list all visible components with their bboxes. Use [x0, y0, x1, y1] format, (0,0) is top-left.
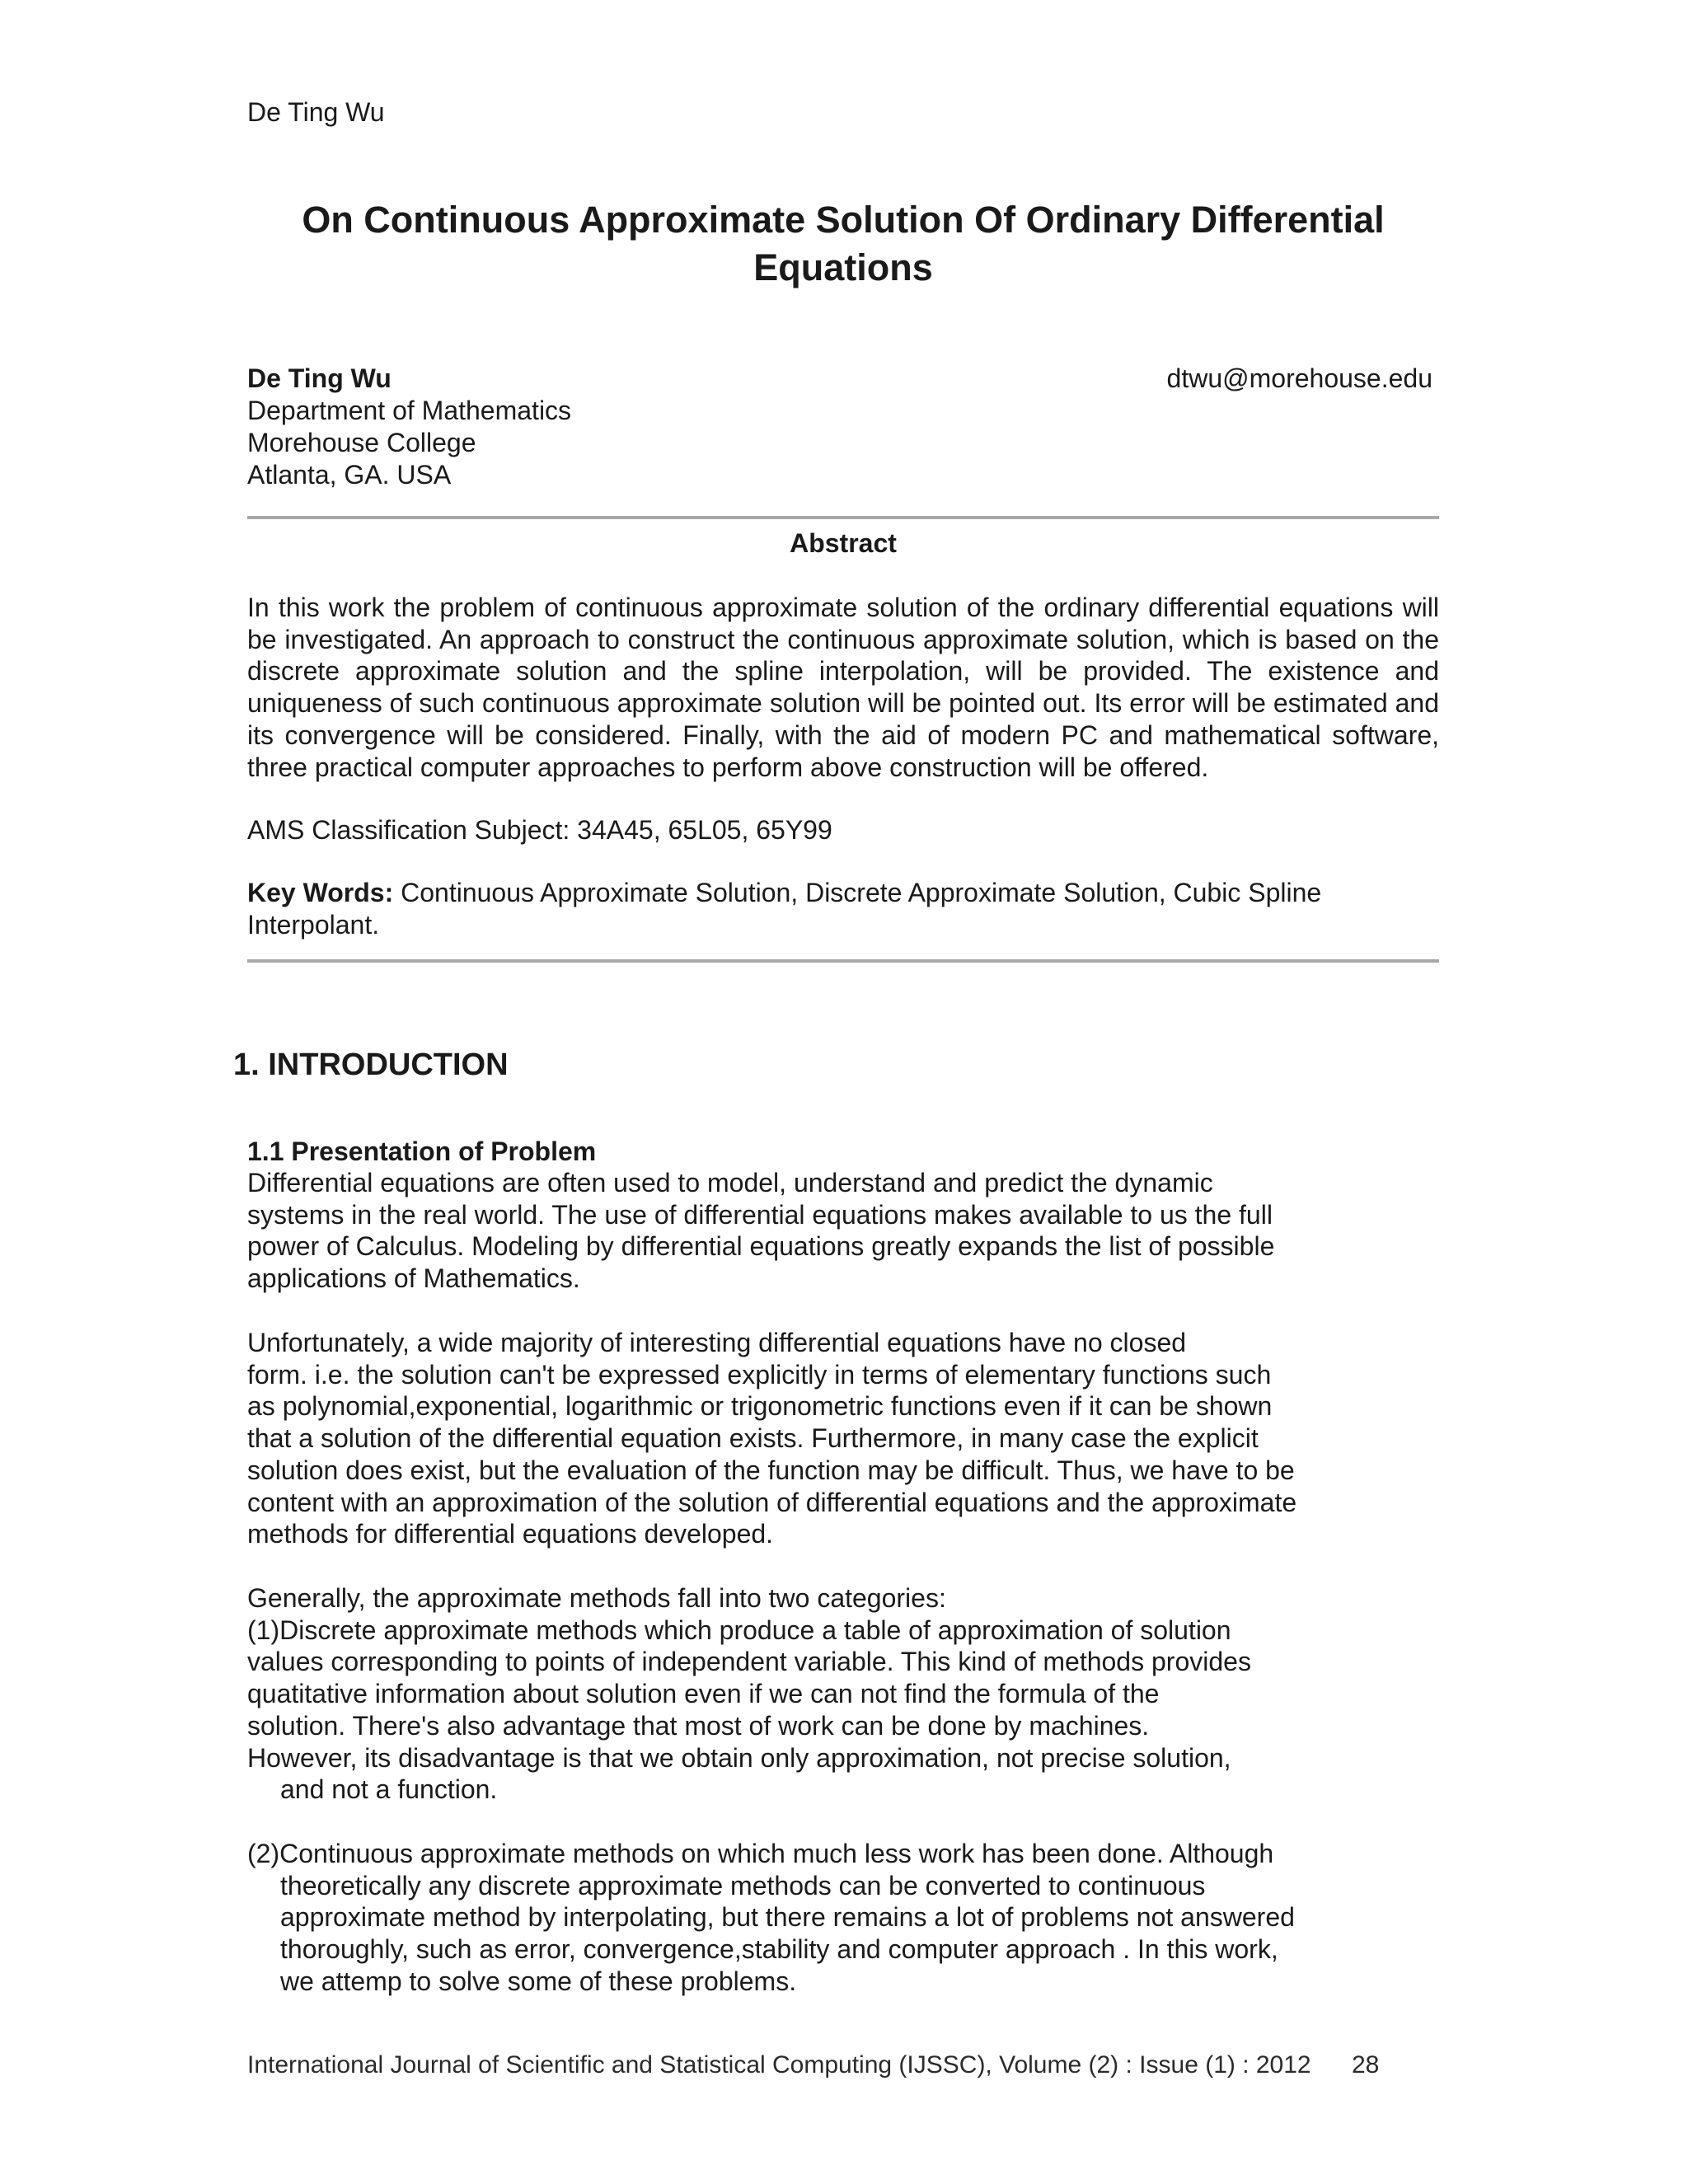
intro-paragraph-2: [247, 1327, 1401, 1550]
author-department: Department of Mathematics: [247, 396, 572, 425]
abstract-heading: Abstract: [790, 528, 897, 558]
author-name: De Ting Wu: [247, 363, 392, 393]
paragraph-text: Unfortunately, a wide majority of interesting differential equations have no closed form. i.e. the solution can't be expressed explicitly in terms of elementary functions such as polynomial,exponential, logarithmic or trigonometric functions even if it can be shown that a solution of the differential equation exists. Furthermore, in many case the explicit solution does exist, but the evaluation of the function may be difficult. Thus, we have to be content with an approximation of the solution of differential equations and the approximate methods for differential equations developed.: [247, 1328, 1297, 1549]
abstract-bottom-rule: [247, 959, 1439, 963]
paragraph-text: Differential equations are often used to model, understand and predict the dynamic systems in the real world. The use of differential equations makes available to us the full power of Calculus. Modeling by differential equations greatly expands the list of possible applications of Mathematics.: [247, 1168, 1275, 1294]
page-number: 28: [1352, 2051, 1380, 2079]
author-location: Atlanta, GA. USA: [247, 460, 452, 490]
title-line-1: On Continuous Approximate Solution Of Ordinary Differential: [302, 199, 1385, 241]
paragraph-tail: and not a function.: [280, 1774, 498, 1805]
abstract-top-rule: [247, 516, 1439, 519]
keywords: [247, 877, 1439, 940]
intro-paragraph-1: [247, 1167, 1401, 1295]
author-block: [247, 363, 571, 491]
abstract-body: [247, 592, 1439, 783]
title-line-2: Equations: [753, 246, 933, 288]
journal-footer: International Journal of Scientific and Statistical Computing (IJSSC), Volume (2) : Issue (1) : 2012: [247, 2051, 1311, 2079]
author-email: dtwu@morehouse.edu: [1166, 363, 1432, 393]
intro-paragraph-4: [247, 1838, 1401, 1998]
keywords-text: Continuous Approximate Solution, Discrete Approximate Solution, Cubic Spline Interpolant.: [247, 878, 1322, 940]
paragraph-text: Generally, the approximate methods fall into two categories: (1)Discrete approximate methods which produce a table of approximation of solution values corresponding to points of independent variable. This kind of methods provides quatitative information about solution even if we can not find the formula of the solution. There's also advantage that most of work can be done by machines. However, its disadvantage is that we obtain only approximation, not precise solution,: [247, 1583, 1251, 1773]
intro-paragraph-3: [247, 1582, 1401, 1806]
keywords-label: Key Words:: [247, 878, 394, 907]
author-college: Morehouse College: [247, 428, 476, 457]
subsection-heading: 1.1 Presentation of Problem: [247, 1137, 597, 1166]
section-heading: 1. INTRODUCTION: [233, 1047, 509, 1082]
abstract-text: In this work the problem of continuous approximate solution of the ordinary differential equations will be investigated. An approach to construct the continuous approximate solution, which is based on the discrete approximate solution and the spline interpolation, will be provided. The existence and uniqueness of such continuous approximate solution will be pointed out. Its error will be estimated and its convergence will be considered. Finally, with the aid of modern PC and mathematical software, three practical computer approaches to perform above construction will be offered.: [247, 593, 1439, 782]
paragraph-text: (2)Continuous approximate methods on which much less work has been done. Although theoretically any discrete approximate methods can be converted to continuous approximate method by interpolating, but there remains a lot of problems not answered thoroughly, such as error, convergence,stability and computer approach . In this work, we attemp to solve some of these problems.: [247, 1839, 1295, 1996]
running-head: De Ting Wu: [247, 97, 385, 127]
ams-classification: AMS Classification Subject: 34A45, 65L05, 65Y99: [247, 815, 832, 845]
paper-title: [247, 196, 1439, 292]
